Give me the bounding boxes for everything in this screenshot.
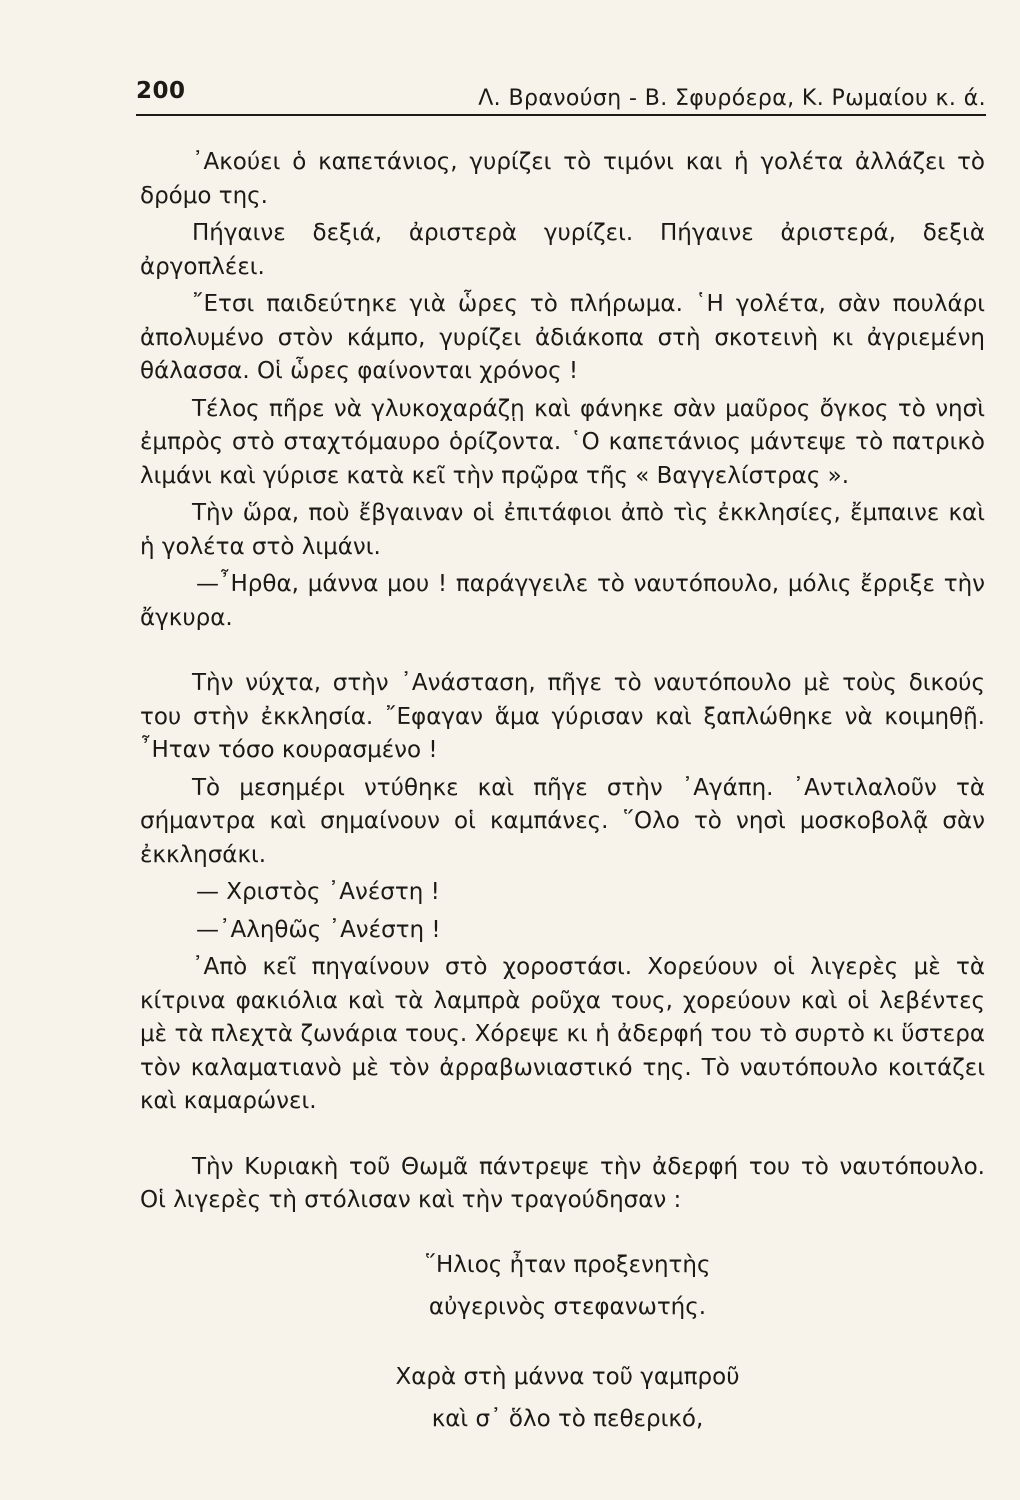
paragraph: Τὴν νύχτα, στὴν ᾿Ανάσταση, πῆγε τὸ ναυτόπουλο μὲ τοὺς δικούς του στὴν ἐκκλησία. ῎Εφαγαν ἅμα γύρισαν καὶ ξαπλώθηκε νὰ κοιμηθῇ. ῏Ηταν τόσο κουρασμένο ! <box>140 670 985 763</box>
paragraph: Τὴν ὥρα, ποὺ ἔβγαιναν οἱ ἐπιτάφιοι ἀπὸ τὶς ἐκκλησίες, ἔμπαινε καὶ ἡ γολέτα στὸ λιμάνι. <box>140 500 985 560</box>
page-number: 200 <box>136 78 186 104</box>
poem-verse: ῞Ηλιος ἦταν προξενητὴς <box>424 1251 711 1278</box>
paragraph: Τὴν Κυριακὴ τοῦ Θωμᾶ πάντρεψε τὴν ἀδερφή του τὸ ναυτόπουλο. Οἱ λιγερὲς τὴ στόλισαν καὶ τὴν τραγούδησαν : <box>140 1153 985 1213</box>
paragraph: ᾿Απὸ κεῖ πηγαίνουν στὸ χοροστάσι. Χορεύουν οἱ λιγερὲς μὲ τὰ κίτρινα φακιόλια καὶ τὰ λαμπρὰ ροῦχα τους, χορεύουν καὶ οἱ λεβέντες μὲ τὰ πλεχτὰ ζωνάρια τους. Χόρεψε κι ἡ ἀδερφή του τὸ συρτὸ κι ὕστερα τὸν καλαματιανὸ μὲ τὸν ἀρραβωνιαστικό της. Τὸ ναυτόπουλο κοιτάζει καὶ καμαρώνει. <box>140 954 985 1114</box>
poem-verse: καὶ σ᾿ ὅλο τὸ πεθερικό, <box>431 1405 704 1432</box>
poem-stanza <box>150 1244 985 1328</box>
poem-verse: αὐγερινὸς στεφανωτής. <box>428 1293 707 1320</box>
body-text <box>140 146 985 1468</box>
poem-stanza <box>150 1356 985 1440</box>
section-gap <box>140 1123 985 1151</box>
paragraph: ῎Ετσι παιδεύτηκε γιὰ ὧρες τὸ πλήρωμα. ῾Η γολέτα, σὰν πουλάρι ἀπολυμένο στὸν κάμπο, γυρίζει ἀδιάκοπα στὴ σκοτεινὴ κι ἀγριεμένη θάλασσα. Οἱ ὧρες φαίνονται χρόνος ! <box>140 291 985 384</box>
paragraph: Πήγαινε δεξιά, ἀριστερὰ γυρίζει. Πήγαινε ἀριστερά, δεξιὰ ἀργοπλέει. <box>140 220 985 280</box>
paragraph: Τὸ μεσημέρι ντύθηκε καὶ πῆγε στὴν ᾿Αγάπη. ᾿Αντιλαλοῦν τὰ σήμαντρα καὶ σημαίνουν οἱ καμπάνες. ῞Ολο τὸ νησὶ μοσκοβολᾷ σὰν ἐκκλησάκι. <box>140 774 985 868</box>
dialogue-line: —᾿Αληθῶς ᾿Ανέστη ! <box>196 916 441 943</box>
paragraph: ᾿Ακούει ὁ καπετάνιος, γυρίζει τὸ τιμόνι και ἡ γολέτα ἀλλάζει τὸ δρόμο της. <box>140 149 985 209</box>
running-title: Λ. Βρανούση - Β. Σφυρόερα, Κ. Ρωμαίου κ. ά. <box>478 86 986 111</box>
header-rule <box>136 114 986 116</box>
page-header <box>136 78 986 111</box>
section-gap <box>140 639 985 667</box>
dialogue-line: —῏Ηρθα, μάννα μου ! παράγγειλε τὸ ναυτόπουλο, μόλις ἔρριξε τὴν ἄγκυρα. <box>140 571 985 631</box>
poem <box>140 1244 985 1440</box>
dialogue-line: — Χριστὸς ᾿Ανέστη ! <box>196 879 440 905</box>
poem-verse: Χαρὰ στὴ μάννα τοῦ γαμπροῦ <box>395 1363 740 1390</box>
paragraph: Τέλος πῆρε νὰ γλυκοχαράζῃ καὶ φάνηκε σὰν μαῦρος ὄγκος τὸ νησὶ ἐμπρὸς στὸ σταχτόμαυρο ὁρίζοντα. ῾Ο καπετάνιος μάντεψε τὸ πατρικὸ λιμάνι καὶ γύρισε κατὰ κεῖ τὴν πρῷρα τῆς « Βαγγελίστρας ». <box>140 395 985 489</box>
